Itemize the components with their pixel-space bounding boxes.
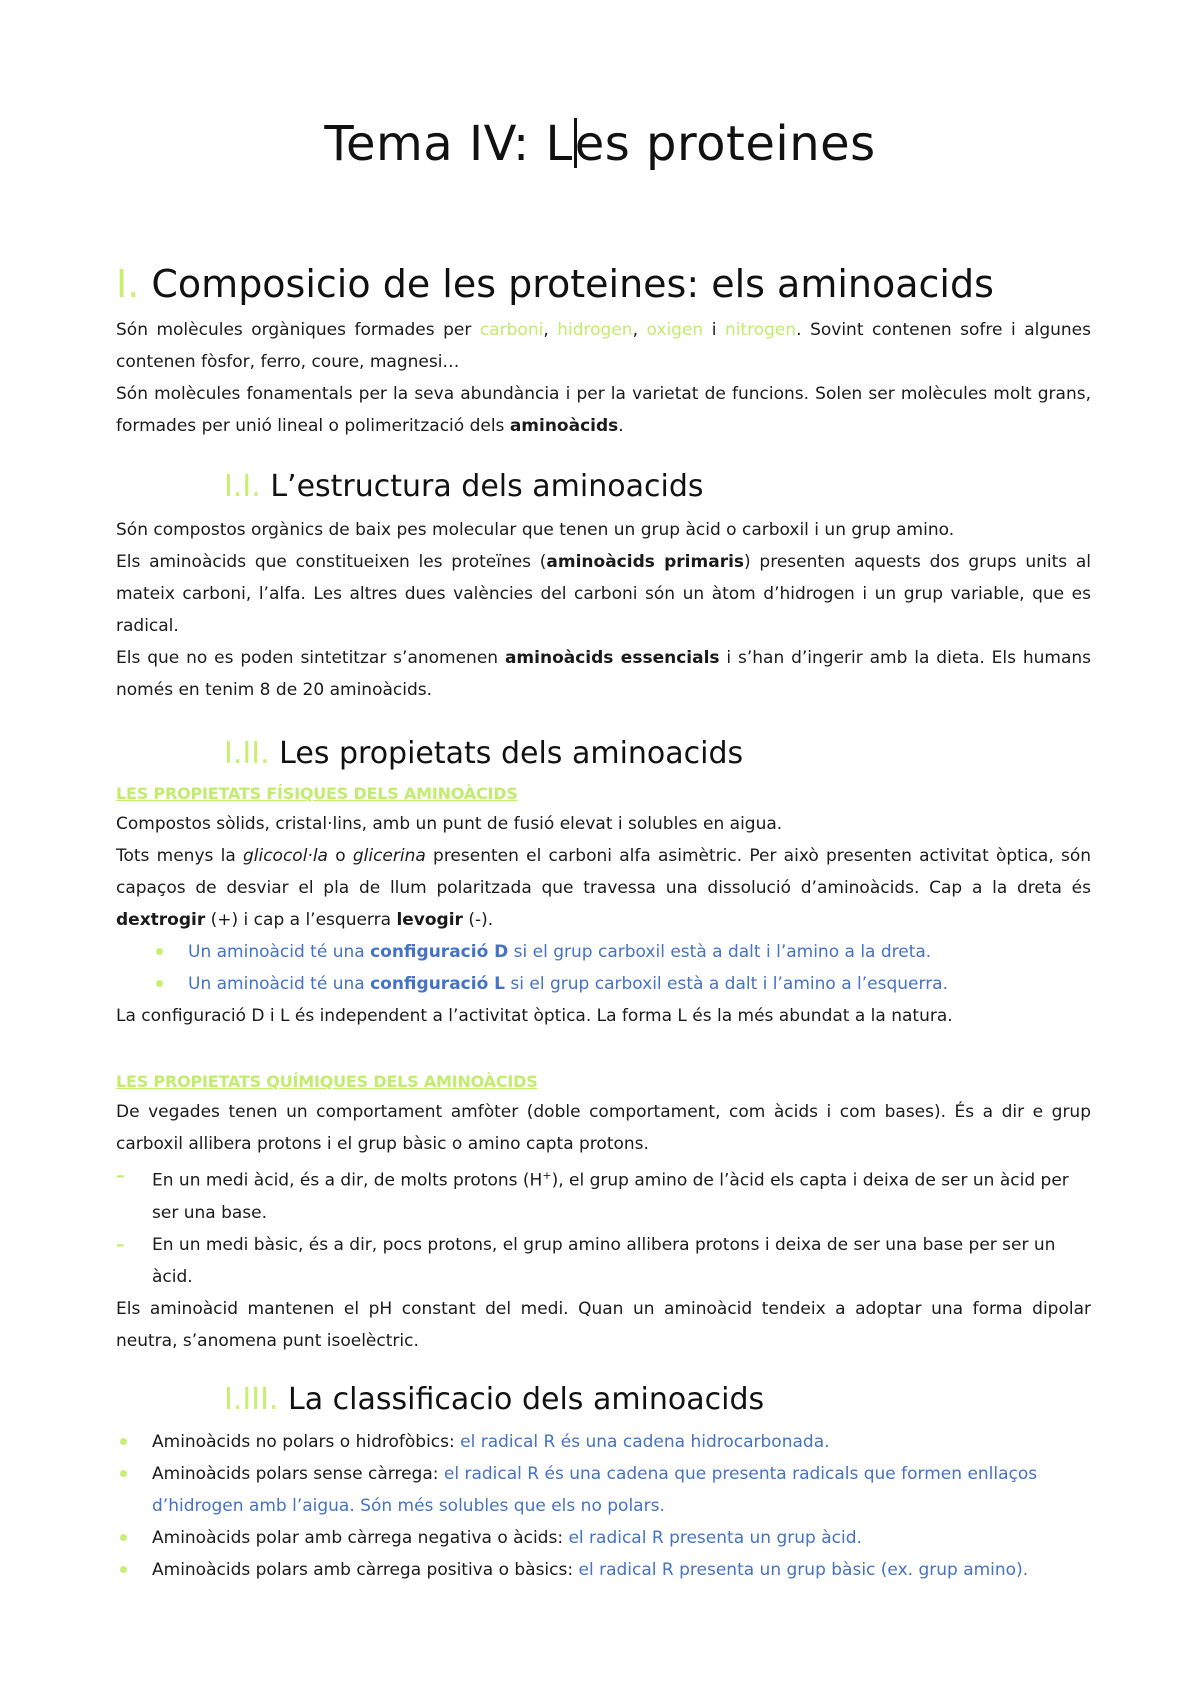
section-1-body [116, 314, 1091, 442]
chemical-properties-body [116, 1096, 1091, 1357]
section-1-1-paragraph-3: Els que no es poden sintetitzar s’anomenen aminoàcids essencials i s’han d’ingerir amb la dieta. Els humans només en tenim 8 de 20 aminoàcids. [116, 648, 1091, 700]
physical-properties-paragraph-3: La configuració D i L és independent a l’activitat òptica. La forma L és la més abundat a la natura. [116, 1006, 953, 1026]
section-1-heading: I. Composicio de les proteines: els aminoacids [116, 262, 994, 306]
classification-body [116, 1426, 1091, 1586]
bullet-icon [156, 948, 163, 955]
list-item: Un aminoàcid té una configuració D si el grup carboxil està a dalt i l’amino a la dreta. [116, 936, 1091, 968]
section-1-1-paragraph-1: Són compostos orgànics de baix pes molecular que tenen un grup àcid o carboxil i un grup amino. [116, 520, 955, 540]
section-1-1-body [116, 514, 1091, 706]
list-item: Aminoàcids polar amb càrrega negativa o àcids: el radical R presenta un grup àcid. [116, 1522, 1091, 1554]
physical-properties-paragraph-1: Compostos sòlids, cristal·lins, amb un punt de fusió elevat i solubles en aigua. [116, 814, 783, 834]
list-item: – En un medi àcid, és a dir, de molts protons (H+), el grup amino de l’àcid els capta i deixa de ser un àcid per ser una base. [116, 1160, 1091, 1229]
list-item: Aminoàcids no polars o hidrofòbics: el radical R és una cadena hidrocarbonada. [116, 1426, 1091, 1458]
bullet-icon [120, 1534, 127, 1541]
chemical-properties-paragraph-2: Els aminoàcid mantenen el pH constant del medi. Quan un aminoàcid tendeix a adoptar una forma dipolar neutra, s’anomena punt isoelèctric. [116, 1298, 1091, 1351]
dash-icon: – [116, 1166, 125, 1186]
configuration-list [116, 936, 1091, 1000]
bullet-icon [156, 980, 163, 987]
chemical-properties-subheading: LES PROPIETATS QUÍMIQUES DELS AMINOÀCIDS [116, 1072, 538, 1091]
title-highlight: IV: [468, 116, 530, 172]
dash-icon: – [116, 1234, 125, 1255]
physical-properties-paragraph-2: Tots menys la glicocol·la o glicerina presenten el carboni alfa asimètric. Per això presenten activitat òptica, són capaços de desviar el pla de llum polaritzada que travessa una dissolució d’aminoàcids. Cap a la dreta és dextrogir (+) i cap a l’esquerra levogir (-). [116, 846, 1091, 930]
section-1-1-paragraph-2: Els aminoàcids que constitueixen les proteïnes (aminoàcids primaris) presenten aquests dos grups units al mateix carboni, l’alfa. Les altres dues valències del carboni són un àtom d’hidrogen i un grup variable, que es radical. [116, 552, 1091, 636]
section-1-1-heading: I.I. L’estructura dels aminoacids [224, 469, 704, 504]
section-1-3-heading: I.III. La classificacio dels aminoacids [224, 1382, 765, 1417]
section-1-2-heading: I.II. Les propietats dels aminoacids [224, 736, 744, 771]
chemical-properties-paragraph-1: De vegades tenen un comportament amfòter (doble comportament, com àcids i com bases). És a dir e grup carboxil allibera protons i el grup bàsic o amino capta protons. [116, 1102, 1091, 1154]
bullet-icon [120, 1438, 127, 1445]
list-item: Un aminoàcid té una configuració L si el grup carboxil està a dalt i l’amino a l’esquerra. [116, 968, 1091, 1000]
bullet-icon [120, 1566, 127, 1573]
list-item: – En un medi bàsic, és a dir, pocs protons, el grup amino allibera protons i deixa de ser una base per ser un àcid. [116, 1229, 1091, 1293]
list-item: Aminoàcids polars sense càrrega: el radical R és una cadena que presenta radicals que formen enllaços d’hidrogen amb l’aigua. Són més solubles que els no polars. [116, 1458, 1091, 1522]
page-title: Tema IV: Les proteines [324, 116, 876, 172]
classification-list [116, 1426, 1091, 1586]
list-item: Aminoàcids polars amb càrrega positiva o bàsics: el radical R presenta un grup bàsic (ex. grup amino). [116, 1554, 1091, 1586]
physical-properties-subheading: LES PROPIETATS FÍSIQUES DELS AMINOÀCIDS [116, 784, 518, 803]
section-1-paragraph-2: Són molècules fonamentals per la seva abundància i per la varietat de funcions. Solen ser molècules molt grans, formades per unió lineal o polimerització dels aminoàcids. [116, 384, 1091, 436]
physical-properties-body [116, 808, 1091, 1032]
bullet-icon [120, 1470, 127, 1477]
medium-list [116, 1160, 1091, 1293]
section-1-paragraph-1: Són molècules orgàniques formades per carboni, hidrogen, oxigen i nitrogen. Sovint contenen sofre i algunes contenen fòsfor, ferro, coure, magnesi… [116, 320, 1091, 372]
